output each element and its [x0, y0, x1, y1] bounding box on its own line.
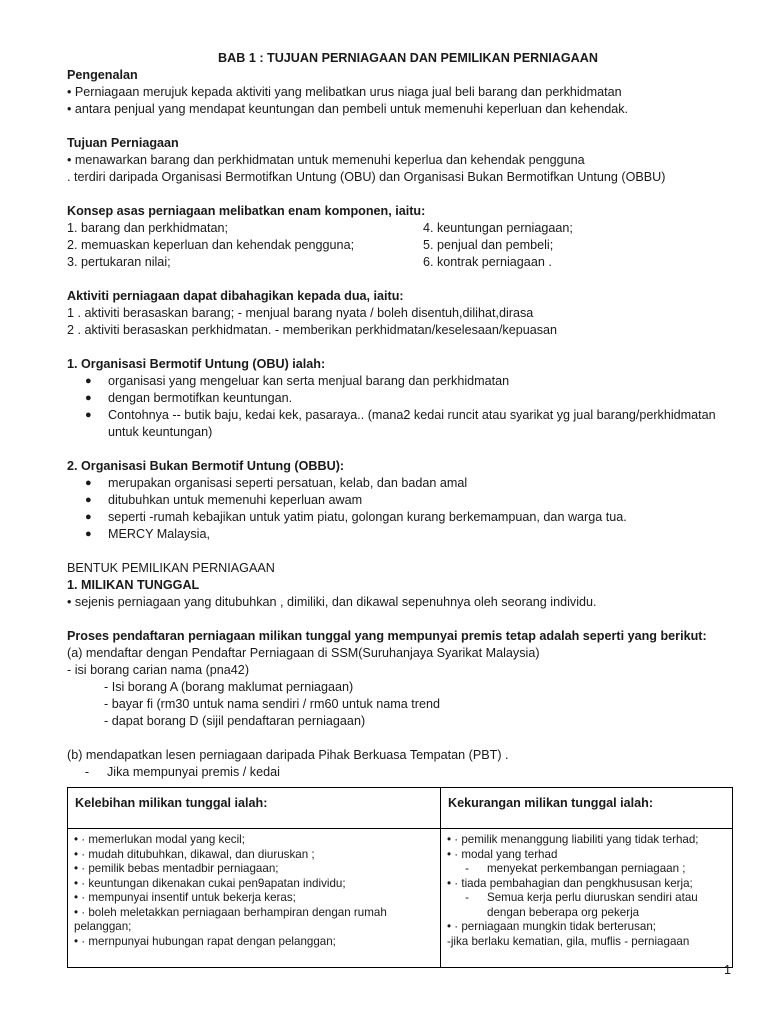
proses-substep: - Isi borang A (borang maklumat perniagaan): [104, 680, 354, 694]
milikan-tunggal-heading: 1. MILIKAN TUNGGAL: [67, 578, 200, 592]
table-line: • · mudah ditubuhkan, dikawal, dan diuruskan ;: [74, 847, 315, 861]
konsep-item: 2. memuaskan keperluan dan kehendak pengguna;: [67, 238, 355, 252]
table-line: • · tiada pembahagian dan pengkhususan kerja;: [447, 876, 693, 890]
dash-marker: -: [465, 862, 469, 875]
table-subline-text: menyekat perkembangan perniagaan ;: [487, 862, 686, 875]
obbu-heading: 2. Organisasi Bukan Bermotif Untung (OBBU):: [67, 459, 345, 473]
proses-substep: - bayar fi (rm30 untuk nama sendiri / rm60 untuk nama trend: [104, 697, 440, 711]
table-line: • · pemilik bebas mentadbir perniagaan;: [74, 862, 279, 875]
table-subline: [447, 862, 728, 877]
dash-marker: -: [465, 891, 469, 904]
tujuan-line: • menawarkan barang dan perkhidmatan untuk memenuhi keperlua dan kehendak pengguna: [67, 153, 585, 167]
konsep-item: 4. keuntungan perniagaan;: [423, 221, 573, 235]
aktiviti-line: 2 . aktiviti berasaskan perkhidmatan. - memberikan perkhidmatan/keselesaan/kepuasan: [67, 323, 558, 337]
dash-marker: -: [84, 765, 90, 779]
kekurangan-header: Kekurangan milikan tunggal ialah:: [441, 788, 733, 829]
proses-substep: - dapat borang D (sijil pendaftaran perniagaan): [104, 714, 366, 728]
proses-step-b-sub: [67, 764, 733, 781]
document-page: [67, 50, 733, 781]
table-line: • · boleh meletakkan perniagaan berhampiran dengan rumah: [74, 905, 387, 919]
table-subline: [447, 891, 728, 906]
tujuan-line: . terdiri daripada Organisasi Bermotifkan Untung (OBU) dan Organisasi Bukan Bermotifkan Untung (OBBU): [67, 170, 666, 184]
table-line: • · keuntungan dikenakan cukai pen9apatan individu;: [74, 876, 346, 890]
page-title: BAB 1 : TUJUAN PERNIAGAAN DAN PEMILIKAN PERNIAGAAN: [218, 51, 598, 65]
proses-isi: - isi borang carian nama (pna42): [67, 663, 250, 677]
pengenalan-line: • Perniagaan merujuk kepada aktiviti yang melibatkan urus niaga jual beli barang dan perkhidmatan: [67, 85, 622, 99]
table-line: • · mernpunyai hubungan rapat dengan pelanggan;: [74, 934, 336, 948]
page-number: 1: [724, 963, 732, 977]
kekurangan-cell: [441, 829, 733, 968]
bentuk-heading: BENTUK PEMILIKAN PERNIAGAAN: [67, 561, 275, 575]
list-item: ● merupakan organisasi seperti persatuan, kelab, dan badan amal: [85, 475, 733, 492]
proses-step-a: (a) mendaftar dengan Pendaftar Perniagaan di SSM(Suruhanjaya Syarikat Malaysia): [67, 646, 540, 660]
table-subline-continuation: dengan beberapa org pekerja: [487, 905, 640, 919]
pengenalan-heading: Pengenalan: [67, 68, 138, 82]
table-subline-text: Semua kerja perlu diuruskan sendiri atau: [487, 891, 698, 904]
kelebihan-cell: [68, 829, 441, 968]
table-line: -jika berlaku kematian, gila, muflis - perniagaan: [447, 934, 690, 948]
milikan-tunggal-table: [67, 787, 733, 968]
proses-step-b: (b) mendapatkan lesen perniagaan daripada Pihak Berkuasa Tempatan (PBT) .: [67, 748, 509, 762]
list-item: ● dengan bermotifkan keuntungan.: [85, 390, 733, 407]
list-item: ● seperti -rumah kebajikan untuk yatim piatu, golongan kurang berkemampuan, dan warga tua.: [85, 509, 733, 526]
list-item: ● Contohnya -- butik baju, kedai kek, pasaraya.. (mana2 kedai runcit atau syarikat yg jual barang/perkhidmatan: [85, 407, 733, 424]
konsep-item: 5. penjual dan pembeli;: [423, 238, 554, 252]
konsep-item: 1. barang dan perkhidmatan;: [67, 221, 229, 235]
konsep-item: 3. pertukaran nilai;: [67, 255, 171, 269]
kelebihan-header: Kelebihan milikan tunggal ialah:: [68, 788, 441, 829]
konsep-heading: Konsep asas perniagaan melibatkan enam komponen, iaitu:: [67, 204, 426, 218]
table-line: • · memerlukan modal yang kecil;: [74, 833, 245, 846]
table-line: pelanggan;: [74, 920, 132, 933]
table-line: • · pemilik menanggung liabiliti yang tidak terhad;: [447, 833, 699, 846]
proses-step-b-sub-text: Jika mempunyai premis / kedai: [107, 765, 280, 779]
proses-heading: Proses pendaftaran perniagaan milikan tunggal yang mempunyai premis tetap adalah seperti yang berikut:: [67, 629, 707, 643]
obu-list: [67, 373, 733, 424]
aktiviti-heading: Aktiviti perniagaan dapat dibahagikan kepada dua, iaitu:: [67, 289, 404, 303]
milikan-tunggal-definition: • sejenis perniagaan yang ditubuhkan , dimiliki, dan dikawal sepenuhnya oleh seorang individu.: [67, 595, 597, 609]
konsep-item: 6. kontrak perniagaan .: [423, 255, 552, 269]
table-line: • · modal yang terhad: [447, 847, 558, 861]
table-line: • · mempunyai insentif untuk bekerja keras;: [74, 891, 296, 904]
table-line: • · perniagaan mungkin tidak berterusan;: [447, 920, 657, 933]
list-item: ● organisasi yang mengeluar kan serta menjual barang dan perkhidmatan: [85, 373, 733, 390]
aktiviti-line: 1 . aktiviti berasaskan barang; - menjual barang nyata / boleh disentuh,dilihat,dirasa: [67, 306, 534, 320]
konsep-list: [67, 220, 733, 271]
obbu-list: [67, 475, 733, 543]
list-item-continuation: untuk keuntungan): [108, 425, 213, 439]
tujuan-heading: Tujuan Perniagaan: [67, 136, 179, 150]
list-item: ● ditubuhkan untuk memenuhi keperluan awam: [85, 492, 733, 509]
list-item: ● MERCY Malaysia,: [85, 526, 733, 543]
obu-heading: 1. Organisasi Bermotif Untung (OBU) ialah:: [67, 357, 326, 371]
pengenalan-line: • antara penjual yang mendapat keuntungan dan pembeli untuk memenuhi keperluan dan kehendak.: [67, 102, 629, 116]
